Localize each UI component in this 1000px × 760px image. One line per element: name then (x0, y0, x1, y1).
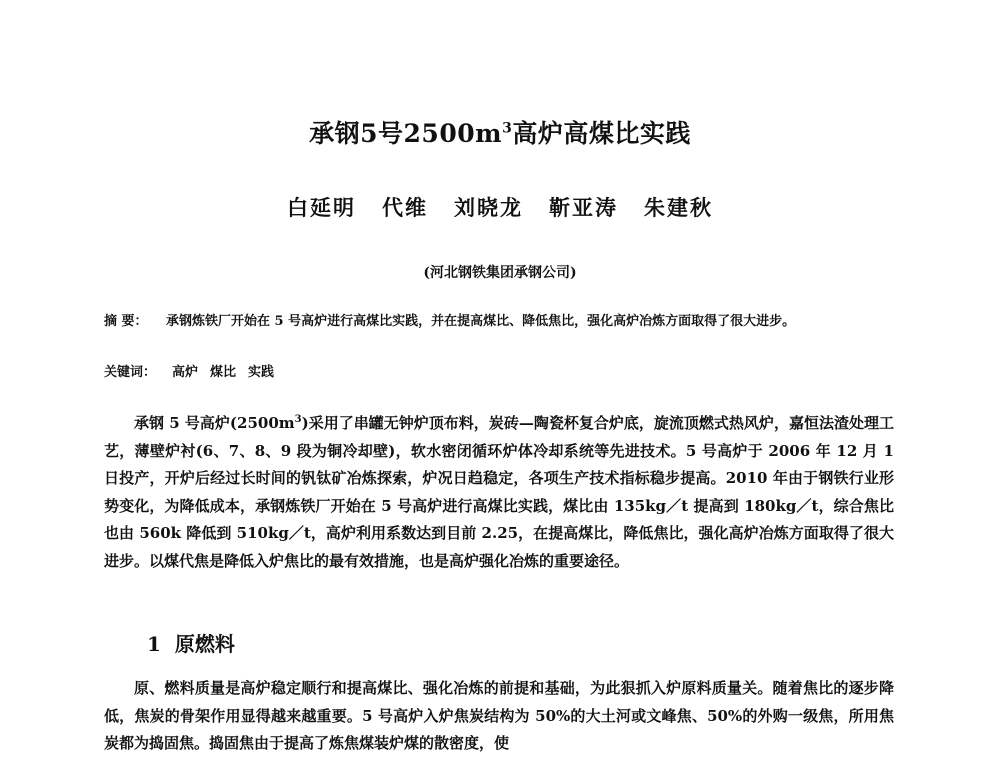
section-heading (147, 628, 235, 657)
intro-text-rest: )采用了串罐无钟炉顶布料，炭砖—陶瓷杯复合炉底，旋流顶燃式热风炉，嘉恒法渣处理工艺，薄壁炉衬(6、7、8、9 段为铜冷却壁)，软水密闭循环炉体冷却系统等先进技术。5 号高炉于 2006 年 12 月 1 日投产，开炉后经过长时间的钒钛矿冶炼探索，炉况日趋稳定，各项生产技术指标稳步提高。2010 年由于钢铁行业形势变化，为降低成本，承钢炼铁厂开始在 5 号高炉进行高煤比实践，煤比由 135kg／t 提高到 180kg／t，综合焦比也由 560k 降低到 510kg／t，高炉利用系数达到目前 2.25，在提高煤比，降低焦比，强化高炉冶炼方面取得了很大进步。以煤代焦是降低入炉焦比的最有效措施，也是高炉强化冶炼的重要途径。 (104, 414, 894, 570)
author-name: 刘晓龙 (454, 195, 523, 220)
section-title: 原燃料 (174, 632, 235, 656)
keyword: 煤比 (210, 365, 237, 380)
author-name: 朱建秋 (644, 195, 713, 220)
author-name: 靳亚涛 (549, 195, 618, 220)
abstract-text: 承钢炼铁厂开始在 5 号高炉进行高煤比实践，并在提高煤比、降低焦比，强化高炉冶炼方面取得了很大进步。 (166, 314, 796, 329)
keywords (104, 361, 894, 380)
intro-superscript: 3 (294, 414, 302, 425)
author-name: 代维 (382, 195, 428, 220)
title-superscript: 3 (502, 120, 513, 137)
intro-paragraph (104, 410, 894, 575)
abstract (104, 309, 894, 334)
section-number: 1 (147, 632, 161, 656)
title-prefix: 承钢5号2500m (309, 119, 503, 148)
author-list (0, 192, 1000, 222)
section-paragraph: 原、燃料质量是高炉稳定顺行和提高煤比、强化冶炼的前提和基础，为此狠抓入炉原料质量关。随着焦比的逐步降低，焦炭的骨架作用显得越来越重要。5 号高炉入炉焦炭结构为 50%的大土河或文峰焦、50%的外购一级焦，所用焦炭都为捣固焦。捣固焦由于提高了炼焦煤装炉煤的散密度，使 (104, 679, 894, 752)
keywords-label: 关键词： (104, 365, 157, 380)
keyword: 实践 (248, 365, 275, 380)
title-suffix: 高炉高煤比实践 (512, 119, 691, 148)
affiliation: (河北钢铁集团承钢公司) (423, 265, 577, 281)
author-name: 白延明 (287, 195, 356, 220)
intro-text-start: 承钢 5 号高炉(2500m (134, 414, 295, 432)
keyword: 高炉 (172, 365, 199, 380)
intro-section (104, 410, 894, 575)
abstract-label: 摘 要： (104, 314, 148, 329)
section-body (104, 675, 894, 758)
paper-title (0, 114, 1000, 150)
